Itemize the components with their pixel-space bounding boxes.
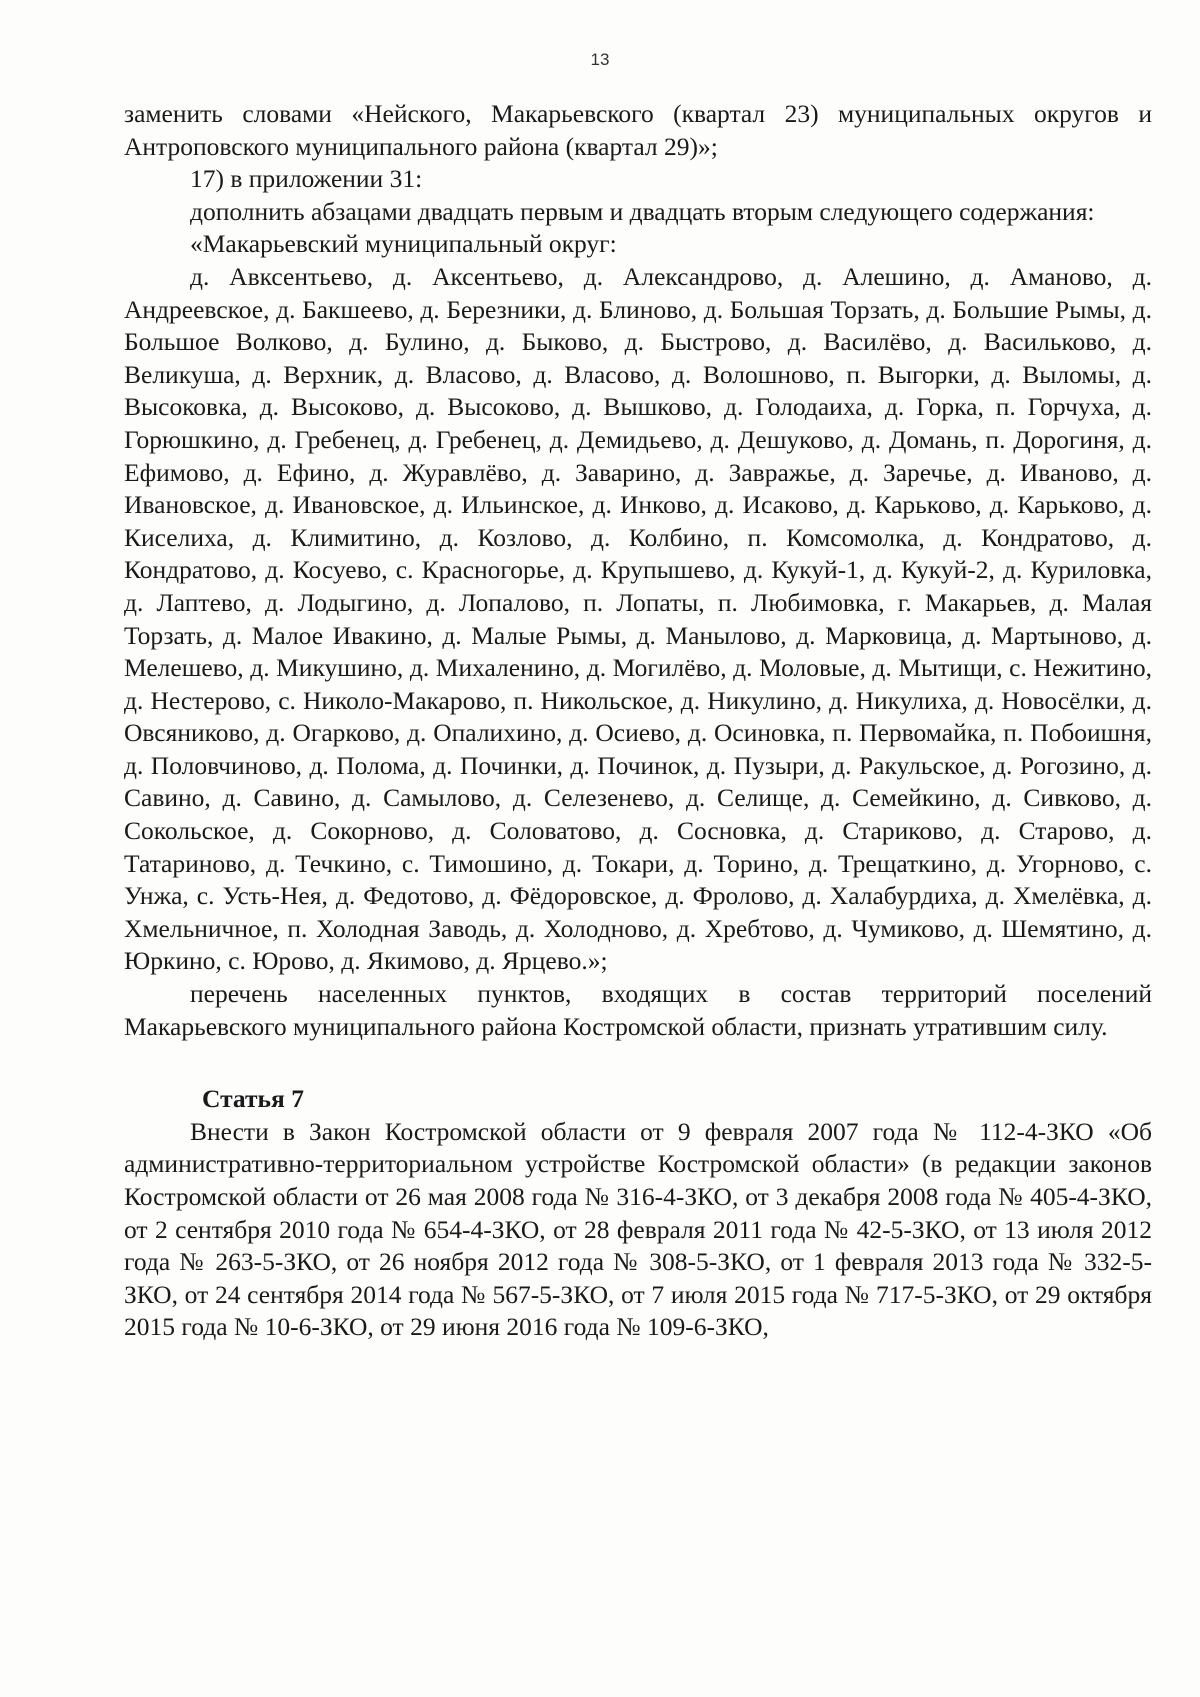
paragraph-appendix-31: 17) в приложении 31: [190, 164, 423, 194]
page-number: 13 [590, 50, 610, 69]
paragraph-add-abstracts: дополнить абзацами двадцать первым и двадцать вторым следующего содержания: [190, 196, 1095, 226]
paragraph-settlement-list: д. Авксентьево, д. Аксентьево, д. Александрово, д. Алешино, д. Аманово, д. Андреевское, д. Бакшеево, д. Березники, д. Блиново, д. Большая Торзать, д. Большие Рымы, д. Большое Волково, д. Булино, д. Быково, д. Быстрово, д. Василёво, д. Васильково, д. Великуша, д. Верхник, д. Власово, д. Власово, д. Волошново, п. Выгорки, д. Выломы, д. Высоковка, д. Высоково, д. Высоково, д. Вышково, д. Голодаиха, д. Горка, п. Горчуха, д. Горюшкино, д. Гребенец, д. Гребенец, д. Демидьево, д. Дешуково, д. Домань, п. Дорогиня, д. Ефимово, д. Ефино, д. Журавлёво, д. Заварино, д. Завражье, д. Заречье, д. Иваново, д. Ивановское, д. Ивановское, д. Ильинское, д. Инково, д. Исаково, д. Карьково, д. Карьково, д. Киселиха, д. Климитино, д. Козлово, д. Колбино, п. Комсомолка, д. Кондратово, д. Кондратово, д. Косуево, с. Красногорье, д. Крупышево, д. Кукуй-1, д. Кукуй-2, д. Куриловка, д. Лаптево, д. Лодыгино, д. Лопалово, п. Лопаты, п. Любимовка, г. Макарьев, д. Малая Торзать, д. Малое Ивакино, д. Малые Рымы, д. Манылово, д. Марковица, д. Мартыново, д. Мелешево, д. Микушино, д. Михаленино, д. Могилёво, д. Моловые, д. Мытищи, с. Нежитино, д. Нестерово, с. Николо-Макарово, п. Никольское, д. Никулино, д. Никулиха, д. Новосёлки, д. Овсяниково, д. Огарково, д. Опалихино, д. Осиево, д. Осиновка, п. Первомайка, п. Побоишня, д. Половчиново, д. Полома, д. Починки, д. Починок, д. Пузыри, д. Ракульское, д. Рогозино, д. Савино, д. Савино, д. Самылово, д. Селезенево, д. Селище, д. Семейкино, д. Сивково, д. Сокольское, д. Сокорново, д. Соловатово, д. Сосновка, д. Стариково, д. Старово, д. Татариново, д. Течкино, с. Тимошино, д. Токари, д. Торино, д. Трещаткино, д. Угорново, с. Унжа, с. Усть-Нея, д. Федотово, д. Фёдоровское, д. Фролово, д. Халабурдиха, д. Хмелёвка, д. Хмельничное, п. Холодная Заводь, д. Холодново, д. Хребтово, д. Чумиково, д. Шемятино, д. Юркино, с. Юрово, д. Якимово, д. Ярцево.»; [124, 261, 1152, 976]
article-heading: Статья 7 [202, 1084, 304, 1114]
paragraph-repeal: перечень населенных пунктов, входящих в состав территорий поселений Макарьевского муниципального района Костромской области, признать утратившим силу. [124, 979, 1152, 1041]
article-7-paragraph: Внести в Закон Костромской области от 9 февраля 2007 года № 112-4-ЗКО «Об административно-территориальном устройстве Костромской области» (в редакции законов Костромской области от 26 мая 2008 года № 316-4-ЗКО, от 3 декабря 2008 года № 405-4-ЗКО, от 2 сентября 2010 года № 654-4-ЗКО, от 28 февраля 2011 года № 42-5-ЗКО, от 13 июля 2012 года № 263-5-ЗКО, от 26 ноября 2012 года № 308-5-ЗКО, от 1 февраля 2013 года № 332-5-ЗКО, от 24 сентября 2014 года № 567-5-ЗКО, от 7 июля 2015 года № 717-5-ЗКО, от 29 октября 2015 года № 10-6-ЗКО, от 29 июня 2016 года № 109-6-ЗКО, [124, 1116, 1152, 1342]
section-spacer [124, 1043, 1152, 1083]
paragraph-replacement: заменить словами «Нейского, Макарьевского (квартал 23) муниципальных округов и Антроповского муниципального района (квартал 29)»; [124, 99, 1152, 161]
document-body [124, 98, 1152, 1344]
paragraph-district-title: «Макарьевский муниципальный округ: [190, 229, 617, 259]
